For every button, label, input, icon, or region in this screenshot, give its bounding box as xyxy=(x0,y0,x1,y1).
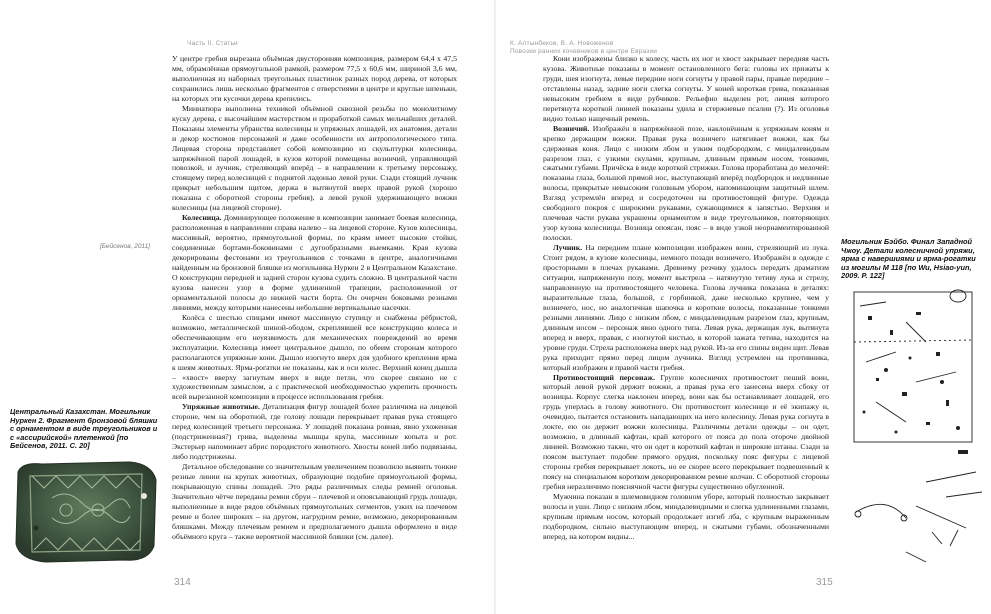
left-page xyxy=(0,0,495,614)
paragraph xyxy=(543,373,829,492)
section-heading: Колесница. xyxy=(182,213,222,223)
paragraph: Кони изображены близко к колесу, часть их ног и хвост закрывает передняя часть кузова. Животные показаны в момент остановленного бега: головы их прижаты к груди, шея изогнута, левые передние ноги согнуты у правой пары, правые передние – отставлены назад, задние ноги слегка согнуты. У коней короткая грива, показанная невысоким гребнем в виде рубчиков. Рельефно выделен рот, линия которого перетянута короткой линией показаны удила и стержневые псалии (?). Из оголовья видно только нащечный ремень. xyxy=(543,54,829,123)
page-number: 315 xyxy=(816,577,833,588)
right-page xyxy=(496,0,991,614)
paragraph: Детальное обследование со значительным увеличением позволило выявить тонкие резные линии на крупах животных, образующие подобие прямоугольной формы, покрывающую спины лошадей. Это ряды различимых следы ремней оголовья. Значительно чётче переданы ремни сбруи – плечевой и опоясывающий грудь лошади, выполненные в виде рядов объёмных прямоугольных сегментов, узких на плечевом ремне и более широких – на другом, нагрудном ремне, возможно, декорированным бляшками. Между плечевым ремнем и предполагаемого дышла оформлено в виде объёмного круга – также вероятной массивной бляшки (см. далее). xyxy=(172,462,457,541)
paragraph xyxy=(172,213,457,313)
paragraph-text: Доминирующее положение в композиции занимает боевая колесница, расположенная в направлении справа налево – на лицевой стороне. Кузов колесницы, массивный, вероятно, прямоугольной формы, по краям имеет высокие стойки, соединенные бортами-боковинами с дугообразными выемками. Края кузова декорированы фестонами из треугольников с точками в центре, аналогичными найденным на бронзовой бляшке из могильника Нуркен 2 в Центральном Казахстане. О конструкции передней и задней сторон кузова судить сложно. В центральной части кузова нанесен узор в форме удлиненной трапеции, расположенной от орнаментальной полосы до нижней части борта. Он очерчен боковыми резными линиями, между которыми нанесены небольшие вертикальные насечки. xyxy=(172,213,457,312)
paragraph-text: На переднем плане композиции изображен воин, стреляющий из лука. Стоит рядом, в кузове колесницы, немного позади возничего. Изображён в одежде с просторными в плечах рукавами. Древнему резчику удалось передать драматизм ситуации, напряженную позу, момент выстрела – натянутую тетиву лука и стрелу, направленную на противостоящего человека. Голова лучника показана в деталях: выразительные глаза, большой, с горбинкой, даже несколько крупнее, чем у возничего, нос, но аналогичная шапочка и короткие волосы, показанные тонкими резными линиями. Лицо с низким лбом, с миндалевидным разрезом глаз, крупным, длинным носом – персонаж явно одного типа. Левая рука, держащая лук, вытянута вперед и вверх, правая, с изогнутой кистью, в которой зажата тетива, находится на уровне груди. Стрела расположена вверх над рукой. Из-за его спины виден щит. Левая рука приходит прямо перед лицом лучника. Взгляд устремлен на противника, который изображен в правой части гребня. xyxy=(543,243,829,372)
burial-plan-drawing xyxy=(846,282,986,582)
page-number: 314 xyxy=(174,577,191,588)
paragraph-text: Изображён в напряжённой позе, наклонённым к упряжным коням и крепко держащим вожжи. Правая рука возничего натягивает вожжи, как бы сдерживая коня. Лицо с низким лбом и узким подбородком, с миндалевидным разрезом глаз, с узкими скулами, крупным, длинным прямым носом, тонкими, сжатыми губами. Причёска в виде короткой стрижки. Голова проработана до мелочей: показаны глаза, большой прямой нос, выступающий вперёд подбородок и недлинные волосы, прикрытые невысоким головным убором, напоминающим защитный шлем. Взгляд устремлён вперед и сосредоточен на противостоящей фигуре. Одежда свободного покроя с широкими рукавами, сужающимися к запястью. Верхняя и плечевая части рукава украшены орнаментом в виде треугольников, повторяющих узор кузова колесницы. Возница опоясан, пояс – в виде узкой неорнаментированной полоски. xyxy=(543,123,829,243)
margin-citation: [Бейсенов, 2011] xyxy=(99,243,150,250)
bronze-plaque-image xyxy=(12,458,160,566)
section-heading: Противостоящий персонаж. xyxy=(553,372,655,382)
paragraph: Колёса с шестью спицами имеют массивную ступицу и снабжены рёбристой, возможно, металлической шиной-ободом, скреплявшей все конструкцию колеса и обеспечивающим его неуязвимость для механических повреждений во время эксплуатации. Колесница имеет центральное дышло, по обеим сторонам которого располагаются упряжные кони. Дышло изогнуто вверх для удобного крепления ярма к шеям животных. Ярма-рогатки не показаны, как и оси колес. Верхний конец дышла – «хвост» вверху загнутым вверх в виде петли, что скорее связано не с художественным замыслом, а с практической необходимостью укрепить прочность всей вырезанной композиции в процессе использования гребня. xyxy=(172,312,457,402)
paragraph xyxy=(543,124,829,243)
figure-caption: Центральный Казахстан. Могильник Нуркен 2. Фрагмент бронзовой бляшки с орнаментом в виде треугольников и с «ассирийской» плетенкой [по Бейсенов, 2011. С. 20] xyxy=(10,407,158,451)
paragraph xyxy=(543,243,829,372)
paragraph xyxy=(172,402,457,462)
paragraph: Мужчина показан в шлемовидном головном уборе, который полностью закрывает волосы и уши. Лицо с низким лбом, миндалевидными и слегка удлиненными глазами, крупным прямым носом, который продолжает изгиб лба, с крупным выраженным подбородком, сильно выступающим вперед, и сжатыми губами, обозначенными вперед, на котором видны... xyxy=(543,491,829,541)
right-text-column xyxy=(543,54,829,581)
section-heading: Лучник. xyxy=(553,243,583,253)
section-heading: Возничий. xyxy=(553,123,590,133)
section-heading: Упряжные животные. xyxy=(182,402,260,412)
running-header: Часть II. Статьи xyxy=(187,40,238,47)
left-text-column xyxy=(172,54,457,581)
paragraph: Миниатюра выполнена техникой объёмной сквозной резьбы по монолитному куску дерева, с высочайшим мастерством и проработкой самых мельчайших деталей. Показаны элементы убранства колесницы и упряжных лошадей, их анатомия, детали и декор костюмов персонажей и даже особенности их антропологического типа. Лицевая сторона представляет собой композицию из скульптурки колесницы, запряжённой парой лошадей, в кузов которой помещены возничий, управляющий повозкой, и лучник, стреляющий вперёд – в направлении к третьему персонажу, стоящему перед колесницей с поднятой ладонью левой руки. Сзади стоящий лучник прикрыт небольшим щитом, держа в вытянутой вверх правой рукой (хорошо показана с оборотной стороны гребня), а левой рукой удерживающего вожжи колесницы (на лицевой стороне). xyxy=(172,103,457,213)
paragraph-text: Детализация фигур лошадей более различима на лицевой стороне, чем на оборотной, где голову лошади перекрывает правая рука стоящего перед колесницей третьего персонажа. У лошадей показана ровная, явно ухоженная (подстриженная?) грива, выделены мышцы крупа, массивные копыта и рот. Экстерьер напоминает абрис породистого животного. Хвосты коней либо подвязаны, либо подстрижены. xyxy=(172,402,457,462)
paragraph: У центре гребня вырезана объёмная двусторонняя композиция, размером 64,4 х 47,5 мм, обрамлённая прямоугольной рамкой, размером 77,5 х 60,6 мм, шириной 3,6 мм, выполненная из наборных треугольных пластинок разных пород дерева, от которых сохранились лишь несколько фрагментов с отверстиями в центре и круглые шпеньки, на которых эти кусочки дерева крепились. xyxy=(172,54,457,103)
figure-caption: Могильник Бэйбо. Финал Западной Чжоу. Детали колесничной упряжи, ярма с навершиями и ярма-рогатки из могилы M 118 [по Wu, Hsiao-yun, 2009. P. 122] xyxy=(841,237,976,281)
header-book-title: Повозки ранних кочевников в центре Евразии xyxy=(510,48,658,55)
header-authors: К. Алтынбеков, В. А. Новоженов xyxy=(510,40,614,47)
paragraph-text: Группе колесничих противостоит пеший воин, который левой рукой держит вожжи, а правая рука его занесена вверх сбоку от возницы. Корпус слегка наклонен вперед, воин как бы останавливает лошадей, его грудь уперлась в голову животного. Он противостоит колеснице и её экипажу и, очевидно, пытается остановить нападающих на него колесницу. Левая рука согнута в локте, ею он держит вожжи колесницы. Различимы детали одежды – он одет, возможно, в длинный кафтан, край которого от пояса до пола отороче двойной линией. Возможно также, что он одет в короткий кафтан и широкие штаны. Сзади за поясом выступает подобие прямого орудия, поскольку пояс фигуры с лицевой стороны гребня перекрывает локоть, но ее скорее всего перекрывает подвешенный к поясу на специальном коротком декорированном ремне колчан. С оборотной стороны гребня неразличимо пояснячной части фигуры существенно обугленной. xyxy=(543,372,829,491)
